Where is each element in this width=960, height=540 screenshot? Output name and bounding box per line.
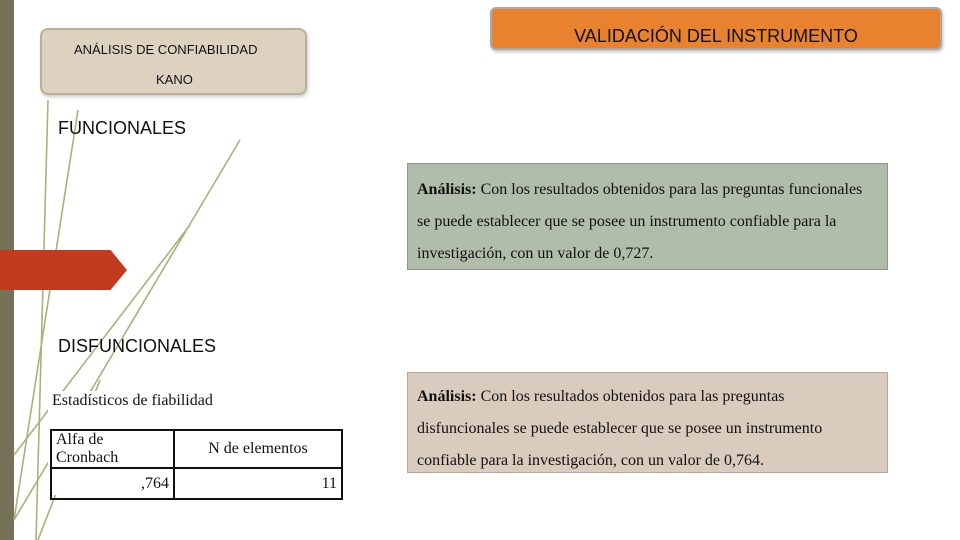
funcionales-analysis-box [407, 163, 888, 270]
table-row [51, 468, 342, 499]
table-title: Estadísticos de fiabilidad [52, 392, 213, 409]
disfuncionales-analysis-box [407, 372, 888, 473]
analysis-text: Con los resultados obtenidos para las preguntas funcionales se puede establecer que se posee un instrumento confiable para la investigación, con un valor de 0,727. [417, 181, 863, 262]
cell-n-elements-value: 11 [174, 468, 342, 499]
kano-label-line1: ANÁLISIS DE CONFIABILIDAD [74, 42, 258, 57]
stats-grid [50, 429, 343, 500]
disfuncionales-heading: DISFUNCIONALES [58, 336, 217, 356]
funcionales-heading: FUNCIONALES [58, 118, 187, 138]
slide-title: VALIDACIÓN DEL INSTRUMENTO [490, 7, 942, 50]
analysis-label: Análisis: [417, 388, 477, 405]
analysis-text: Con los resultados obtenidos para las preguntas disfuncionales se puede establecer que se posee un instrumento confiable para la investigación, con un valor de 0,764. [417, 388, 823, 469]
kano-label-line2: KANO [156, 72, 193, 87]
red-arrow-shape [0, 250, 127, 290]
table-header-row [51, 430, 342, 468]
header-cell-cronbach: Alfa de Cronbach [51, 430, 174, 468]
cell-cronbach-value: ,764 [51, 468, 174, 499]
deco-line [36, 100, 48, 540]
reliability-statistics-table [48, 391, 344, 495]
header-cell-n-elements: N de elementos [174, 430, 342, 468]
analysis-label: Análisis: [417, 181, 477, 198]
kano-label-box [40, 28, 307, 95]
